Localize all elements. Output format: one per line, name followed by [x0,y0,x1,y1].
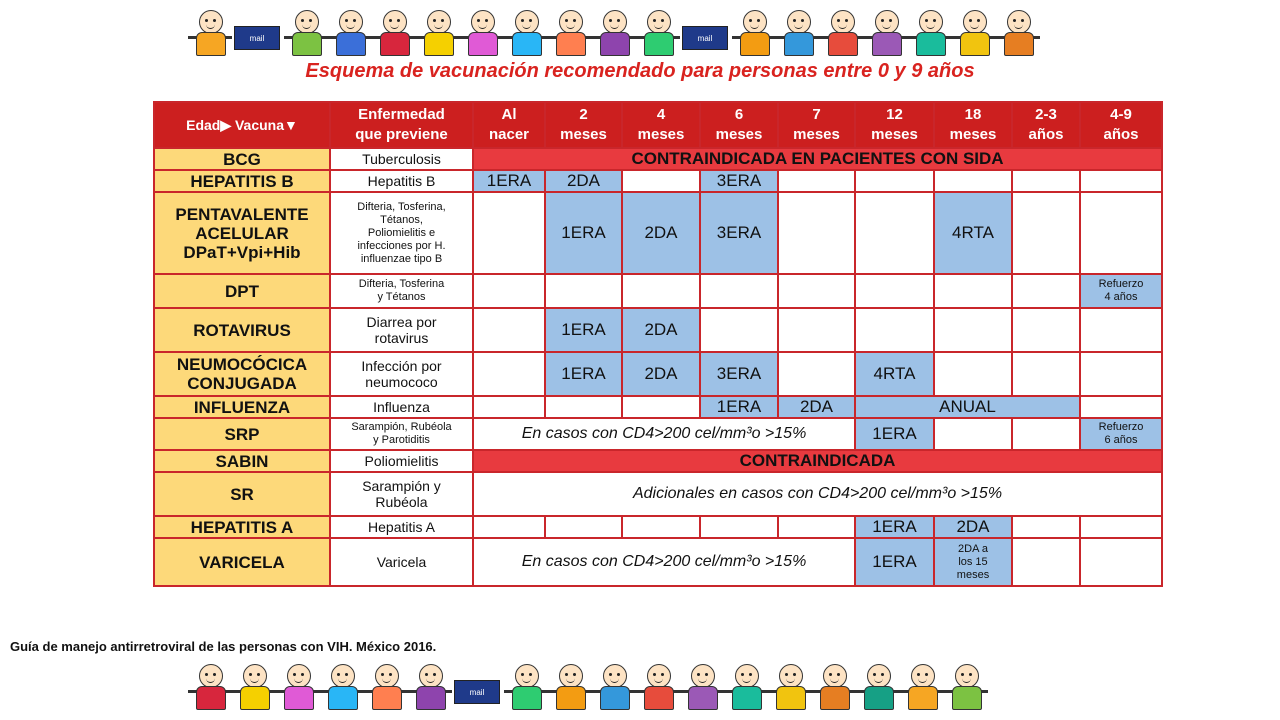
row-hepatitis-a [154,516,1162,538]
vaccine-name: VARICELA [154,538,330,586]
empty-cell [778,516,855,538]
kid-figure-icon [286,10,326,56]
vaccine-name: SABIN [154,450,330,472]
annual-dose-cell: ANUAL [855,396,1080,418]
empty-cell [622,170,700,192]
kid-figure-icon [682,664,722,710]
disease-name: Sarampión, Rubéola y Parotiditis [330,418,473,450]
kid-figure-icon [366,664,406,710]
kids-decoration-top [190,6,1070,56]
dose-cell: 2DA [622,192,700,274]
dose-cell: 4RTA [934,192,1012,274]
kid-figure-icon [190,10,230,56]
header-age-4-9y: 4-9 años [1080,102,1162,148]
dose-cell: 4RTA [855,352,934,396]
disease-name: Tuberculosis [330,148,473,170]
vaccine-name: DPT [154,274,330,308]
empty-cell [1080,192,1162,274]
kid-figure-icon [866,10,906,56]
kid-figure-icon [726,664,766,710]
header-age-2m: 2 meses [545,102,622,148]
kid-figure-icon [594,664,634,710]
dose-cell: 2DA [622,352,700,396]
condition-note: Adicionales en casos con CD4>200 cel/mm³o >15% [473,472,1162,516]
row-hepatitis-b [154,170,1162,192]
booster-cell: Refuerzo 6 años [1080,418,1162,450]
mailbox-icon: mail [234,26,280,50]
kid-figure-icon [858,664,898,710]
empty-cell [1012,352,1080,396]
kid-figure-icon [814,664,854,710]
empty-cell [1080,516,1162,538]
dose-cell: 1ERA [855,538,934,586]
vaccine-name: SR [154,472,330,516]
empty-cell [473,396,545,418]
kid-figure-icon [594,10,634,56]
empty-cell [934,274,1012,308]
kids-decoration-bottom [190,660,1070,710]
dose-cell: 2DA [622,308,700,352]
empty-cell [1012,308,1080,352]
kid-figure-icon [638,664,678,710]
mailbox-icon: mail [454,680,500,704]
kid-figure-icon [506,10,546,56]
empty-cell [778,274,855,308]
kid-figure-icon [910,10,950,56]
page-title: Esquema de vacunación recomendado para personas entre 0 y 9 años [305,60,975,82]
empty-cell [1012,418,1080,450]
empty-cell [855,308,934,352]
empty-cell [700,516,778,538]
kid-figure-icon [330,10,370,56]
empty-cell [700,274,778,308]
header-age-6m: 6 meses [700,102,778,148]
row-neumococica [154,352,1162,396]
booster-cell: Refuerzo 4 años [1080,274,1162,308]
vaccine-name: HEPATITIS B [154,170,330,192]
mailbox-icon: mail [682,26,728,50]
row-sr [154,472,1162,516]
kid-figure-icon [322,664,362,710]
dose-cell: 3ERA [700,192,778,274]
empty-cell [1080,352,1162,396]
empty-cell [1080,538,1162,586]
empty-cell [934,418,1012,450]
dose-cell: 2DA [778,396,855,418]
disease-name: Infección por neumococo [330,352,473,396]
header-age-12m: 12 meses [855,102,934,148]
dose-cell: 1ERA [855,418,934,450]
header-age-4m: 4 meses [622,102,700,148]
condition-note: En casos con CD4>200 cel/mm³o >15% [473,538,855,586]
empty-cell [1012,170,1080,192]
dose-cell: 3ERA [700,170,778,192]
empty-cell [473,308,545,352]
empty-cell [778,170,855,192]
kid-figure-icon [506,664,546,710]
empty-cell [855,170,934,192]
kid-figure-icon [462,10,502,56]
empty-cell [1080,308,1162,352]
empty-cell [1012,538,1080,586]
dose-cell: 1ERA [700,396,778,418]
kid-figure-icon [998,10,1038,56]
row-dpt [154,274,1162,308]
header-row [154,102,1162,148]
empty-cell [622,274,700,308]
empty-cell [934,308,1012,352]
vaccine-name: HEPATITIS A [154,516,330,538]
contraindication-band: CONTRAINDICADA [473,450,1162,472]
empty-cell [545,274,622,308]
dose-cell: 1ERA [545,192,622,274]
condition-note: En casos con CD4>200 cel/mm³o >15% [473,418,855,450]
kid-figure-icon [902,664,942,710]
vaccine-name: NEUMOCÓCICA CONJUGADA [154,352,330,396]
dose-cell: 1ERA [545,352,622,396]
kid-figure-icon [734,10,774,56]
disease-name: Difteria, Tosferina y Tétanos [330,274,473,308]
empty-cell [473,352,545,396]
header-corner: Edad▶ Vacuna▼ [154,102,330,148]
empty-cell [1012,274,1080,308]
empty-cell [1012,516,1080,538]
disease-name: Difteria, Tosferina, Tétanos, Poliomielitis e infecciones por H. influenzae tipo B [330,192,473,274]
dose-cell: 3ERA [700,352,778,396]
kid-figure-icon [946,664,986,710]
empty-cell [1080,396,1162,418]
disease-name: Hepatitis A [330,516,473,538]
empty-cell [700,308,778,352]
row-rotavirus [154,308,1162,352]
empty-cell [545,396,622,418]
empty-cell [934,352,1012,396]
empty-cell [1012,192,1080,274]
empty-cell [855,192,934,274]
empty-cell [473,516,545,538]
empty-cell [473,274,545,308]
dose-cell: 2DA a los 15 meses [934,538,1012,586]
source-citation: Guía de manejo antirretroviral de las personas con VIH. México 2016. [10,639,437,654]
empty-cell [545,516,622,538]
kid-figure-icon [770,664,810,710]
row-bcg [154,148,1162,170]
dose-cell: 1ERA [545,308,622,352]
empty-cell [855,274,934,308]
header-age-7m: 7 meses [778,102,855,148]
kid-figure-icon [418,10,458,56]
empty-cell [1080,170,1162,192]
empty-cell [778,192,855,274]
kid-figure-icon [638,10,678,56]
vaccination-schedule-table [153,101,1163,587]
kid-figure-icon [234,664,274,710]
header-age-birth: Al nacer [473,102,545,148]
header-disease: Enfermedad que previene [330,102,473,148]
kid-figure-icon [278,664,318,710]
empty-cell [622,396,700,418]
vaccine-name: ROTAVIRUS [154,308,330,352]
kid-figure-icon [822,10,862,56]
header-age-18m: 18 meses [934,102,1012,148]
kid-figure-icon [374,10,414,56]
empty-cell [622,516,700,538]
disease-name: Influenza [330,396,473,418]
empty-cell [778,308,855,352]
disease-name: Hepatitis B [330,170,473,192]
contraindication-band: CONTRAINDICADA EN PACIENTES CON SIDA [473,148,1162,170]
row-srp [154,418,1162,450]
header-age-2-3y: 2-3 años [1012,102,1080,148]
kid-figure-icon [954,10,994,56]
disease-name: Poliomielitis [330,450,473,472]
dose-cell: 1ERA [855,516,934,538]
empty-cell [778,352,855,396]
disease-name: Sarampión y Rubéola [330,472,473,516]
row-sabin [154,450,1162,472]
empty-cell [934,170,1012,192]
dose-cell: 2DA [934,516,1012,538]
row-pentavalente [154,192,1162,274]
kid-figure-icon [190,664,230,710]
disease-name: Diarrea por rotavirus [330,308,473,352]
vaccine-name: PENTAVALENTE ACELULAR DPaT+Vpi+Hib [154,192,330,274]
kid-figure-icon [550,664,590,710]
dose-cell: 2DA [545,170,622,192]
vaccine-name: INFLUENZA [154,396,330,418]
kid-figure-icon [550,10,590,56]
kid-figure-icon [778,10,818,56]
disease-name: Varicela [330,538,473,586]
empty-cell [473,192,545,274]
dose-cell: 1ERA [473,170,545,192]
vaccine-name: SRP [154,418,330,450]
row-influenza [154,396,1162,418]
kid-figure-icon [410,664,450,710]
vaccine-name: BCG [154,148,330,170]
row-varicela [154,538,1162,586]
